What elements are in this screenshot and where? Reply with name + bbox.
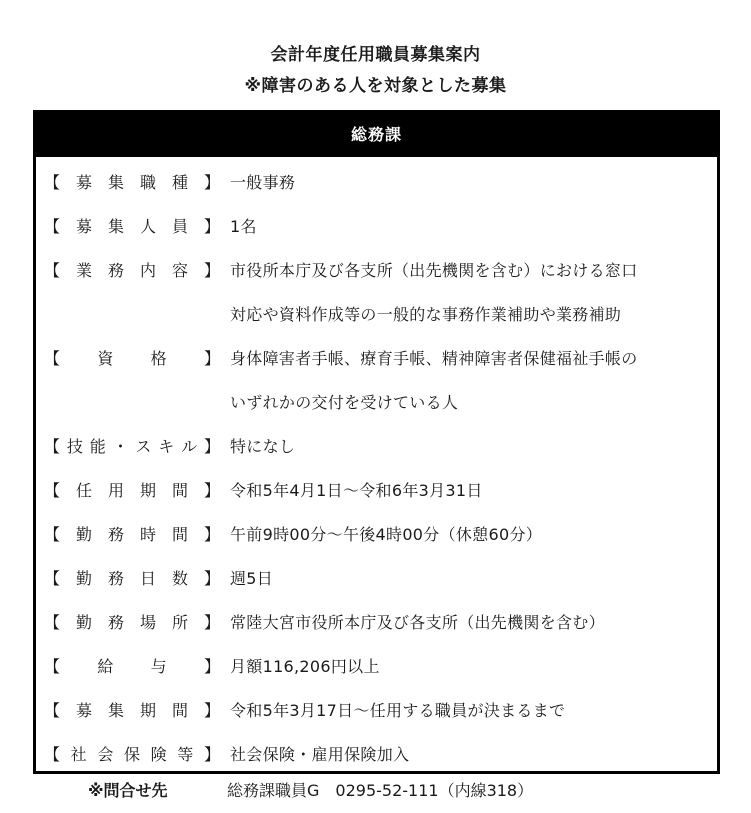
row-value-days: 週5日 xyxy=(230,569,274,588)
row-value-headcount: 1名 xyxy=(230,217,257,236)
page-title: 会計年度任用職員募集案内 xyxy=(270,45,481,65)
row-value-hours: 午前9時00分～午後4時00分（休憩60分） xyxy=(230,525,543,544)
row-value-duties: 市役所本庁及び各支所（出先機関を含む）における窓口 xyxy=(230,261,638,280)
row-value-application-period: 令和5年3月17日～任用する職員が決まるまで xyxy=(230,701,566,720)
row-label-headcount: 【 募 集 人 員 】 xyxy=(44,217,220,236)
row-label-insurance: 【 社 会 保 険 等 】 xyxy=(44,745,220,764)
row-label-salary: 【 給 与 】 xyxy=(44,657,220,676)
row-value-salary: 月額116,206円以上 xyxy=(230,657,380,676)
contact-value: 総務課職員G 0295-52-111（内線318） xyxy=(227,781,534,800)
department-header: 総務課 xyxy=(36,113,717,157)
row-label-application-period: 【 募 集 期 間 】 xyxy=(44,701,220,720)
row-label-skills: 【 技 能 ・ ス キ ル 】 xyxy=(44,437,220,456)
row-label-workplace: 【 勤 務 場 所 】 xyxy=(44,613,220,632)
row-value-qualification-cont: いずれかの交付を受けている人 xyxy=(230,393,459,412)
page-subtitle: ※障害のある人を対象とした募集 xyxy=(244,76,507,96)
row-value-qualification: 身体障害者手帳、療育手帳、精神障害者保健福祉手帳の xyxy=(230,349,638,368)
row-label-days: 【 勤 務 日 数 】 xyxy=(44,569,220,588)
row-label-term: 【 任 用 期 間 】 xyxy=(44,481,220,500)
row-value-duties-cont: 対応や資料作成等の一般的な事務作業補助や業務補助 xyxy=(230,305,622,324)
row-value-workplace: 常陸大宮市役所本庁及び各支所（出先機関を含む） xyxy=(230,613,605,632)
row-value-insurance: 社会保険・雇用保険加入 xyxy=(230,745,410,764)
recruitment-info-box xyxy=(33,110,720,774)
row-label-qualification: 【 資 格 】 xyxy=(44,349,220,368)
row-value-term: 令和5年4月1日～令和6年3月31日 xyxy=(230,481,483,500)
row-label-job-type: 【 募 集 職 種 】 xyxy=(44,173,220,192)
row-label-duties: 【 業 務 内 容 】 xyxy=(44,261,220,280)
contact-label: ※問合せ先 xyxy=(88,781,168,800)
row-value-skills: 特になし xyxy=(230,437,296,456)
row-value-job-type: 一般事務 xyxy=(230,173,296,192)
row-label-hours: 【 勤 務 時 間 】 xyxy=(44,525,220,544)
